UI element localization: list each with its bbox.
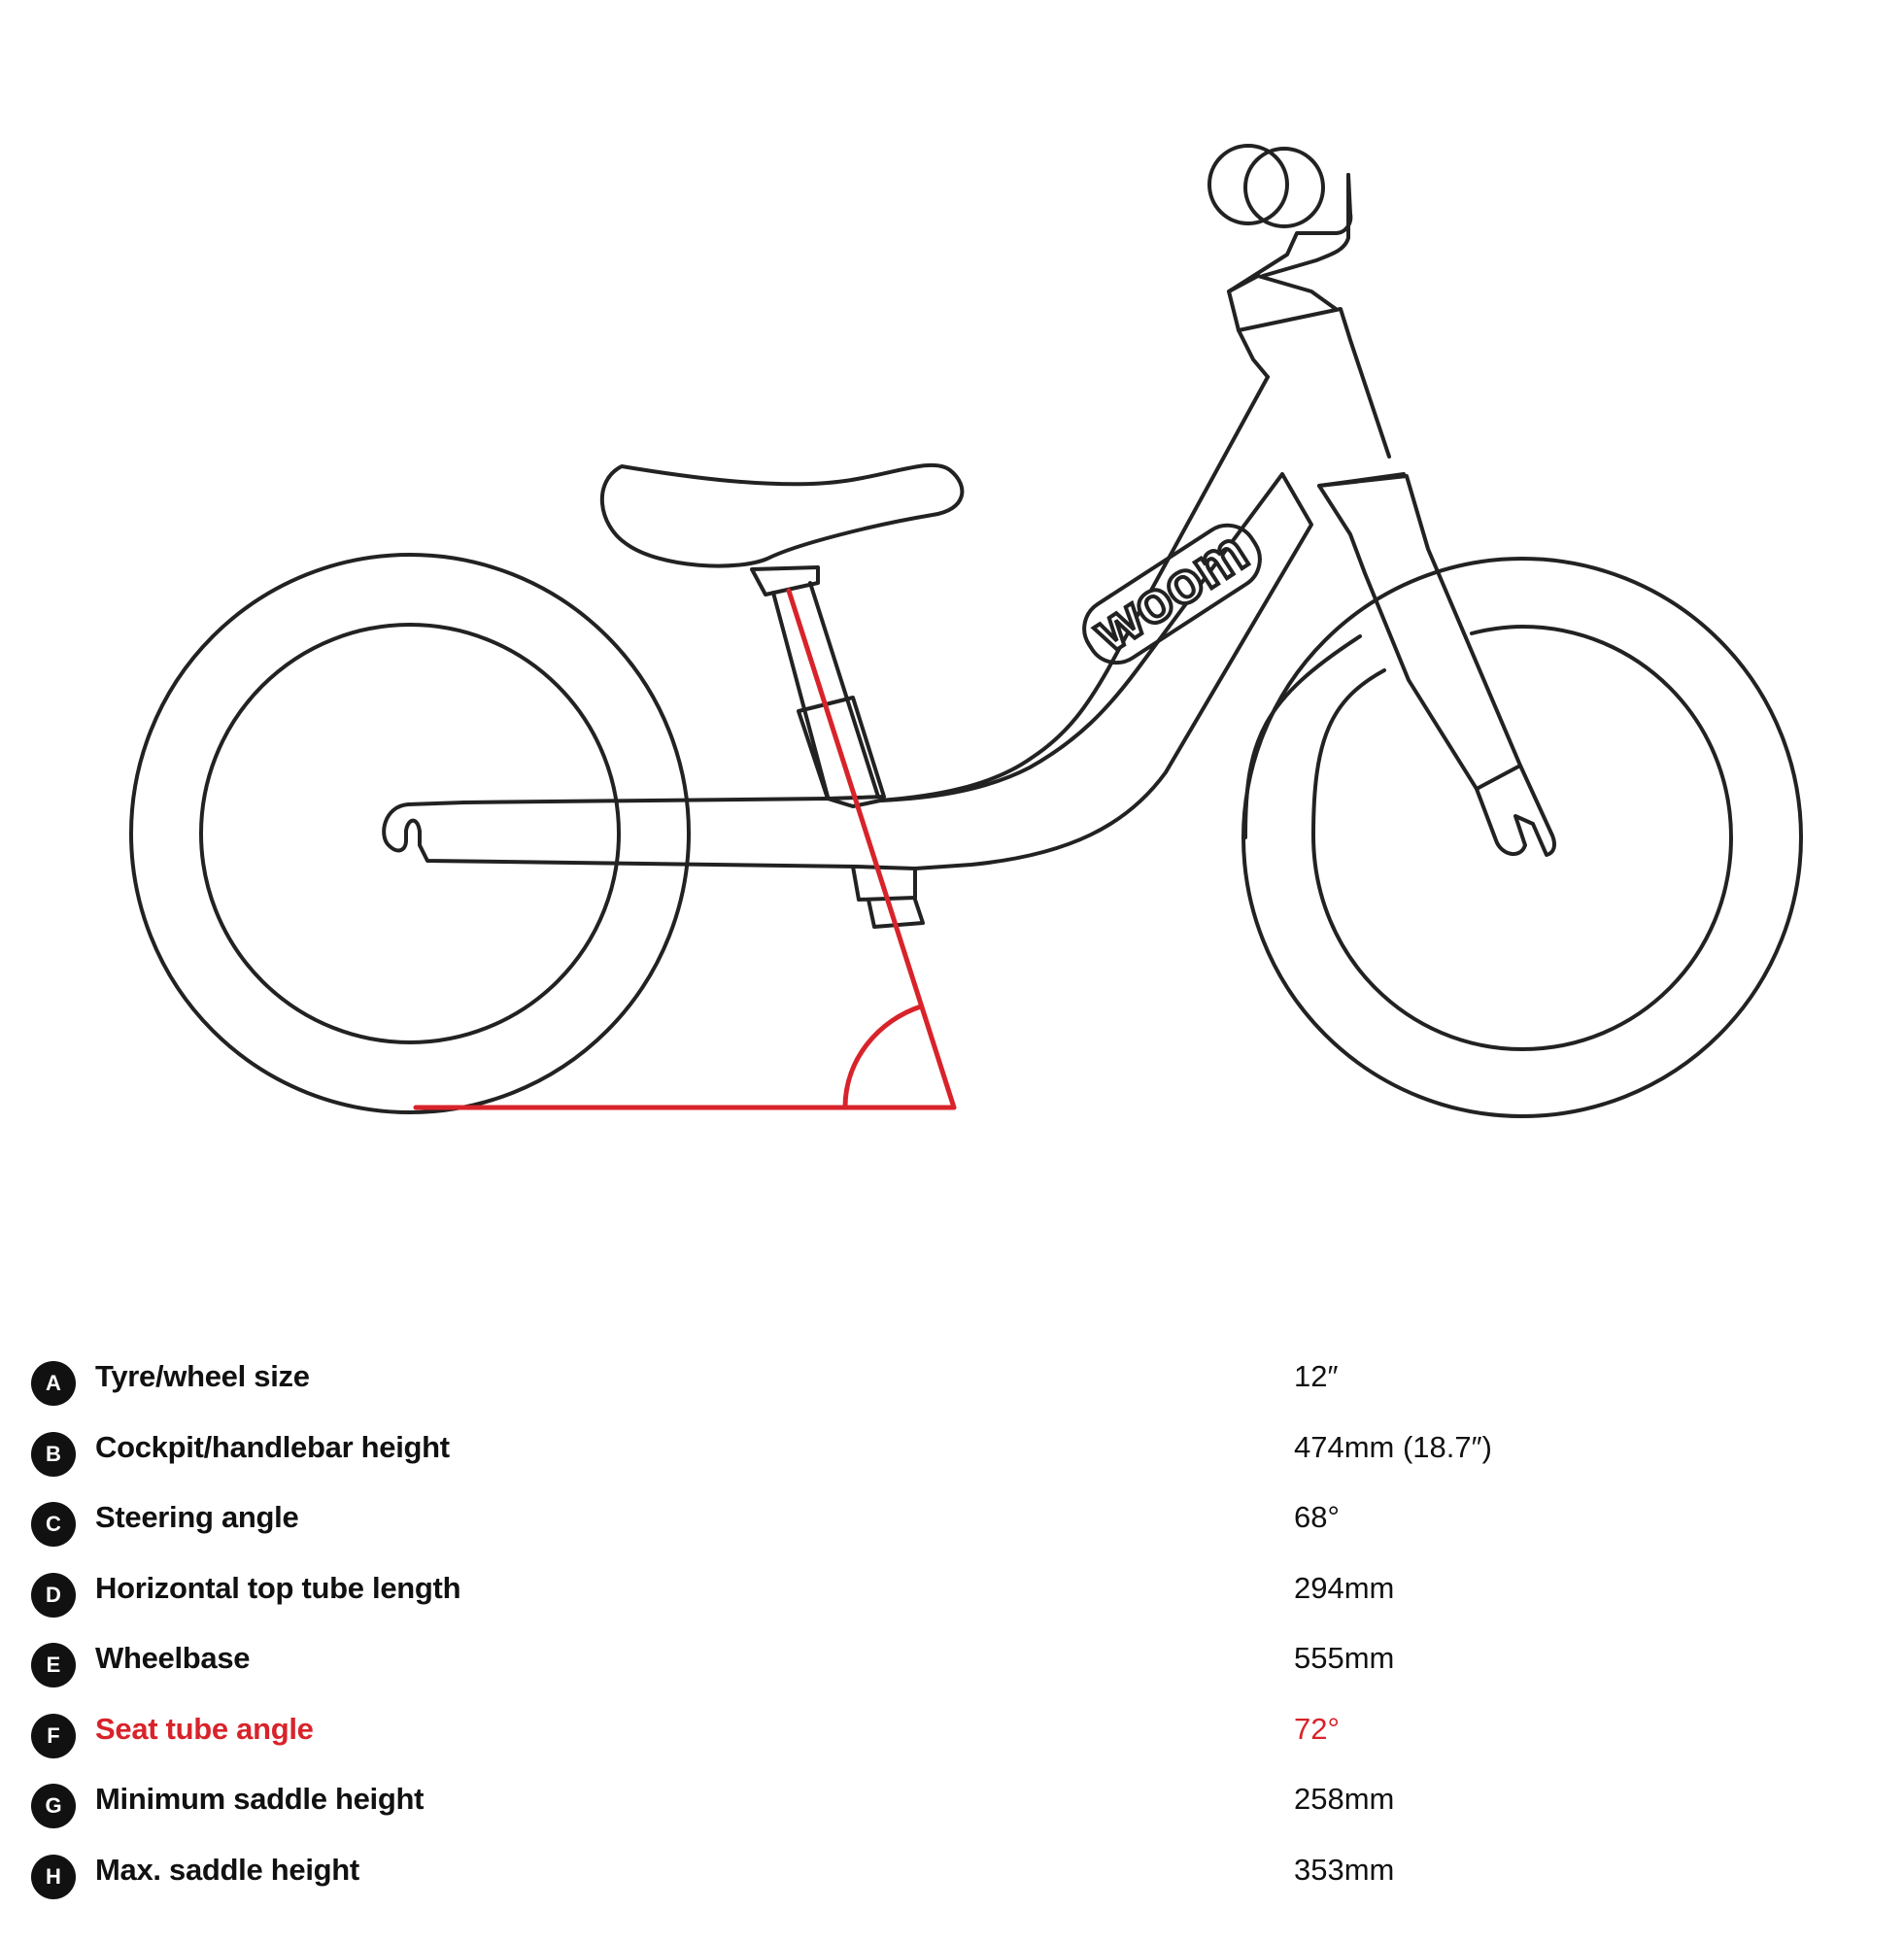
frame-lower-tube [420,474,1311,869]
geometry-spec-table [31,1355,1877,1919]
spec-label: Cockpit/handlebar height [95,1429,450,1464]
spec-label: Minimum saddle height [95,1782,425,1816]
rear-dropout [384,802,464,850]
spec-value: 294mm [1294,1570,1395,1605]
seat-tube-angle-indicator [416,591,954,1108]
spec-label: Tyre/wheel size [95,1359,310,1393]
spec-row [31,1849,1877,1920]
spec-value: 68° [1294,1500,1340,1534]
spec-value: 353mm [1294,1852,1395,1887]
fork [1319,476,1520,789]
spec-row [31,1426,1877,1497]
spec-badge: F [31,1714,76,1758]
spec-row [31,1637,1877,1708]
saddle [602,465,963,566]
spec-value: 258mm [1294,1782,1395,1816]
spec-row [31,1778,1877,1849]
head-tube [1239,309,1389,457]
spec-label: Max. saddle height [95,1852,359,1887]
spec-value: 555mm [1294,1641,1395,1675]
spec-badge: H [31,1855,76,1899]
spec-value: 72° [1294,1711,1340,1746]
spec-row [31,1496,1877,1567]
grip-rear [1245,149,1323,226]
front-dropout [1477,766,1554,855]
svg-text:woom: woom [1081,518,1259,665]
spec-badge: C [31,1502,76,1547]
spec-label: Wheelbase [95,1641,251,1675]
woom-logo [1071,511,1271,674]
spec-label: Horizontal top tube length [95,1570,461,1605]
spec-badge: D [31,1573,76,1618]
spec-label: Seat tube angle [95,1711,314,1746]
spec-value: 474mm (18.7″) [1294,1429,1492,1464]
rear-wheel [131,555,689,1112]
spec-row [31,1355,1877,1426]
spec-badge: G [31,1784,76,1828]
spec-badge: A [31,1361,76,1406]
spec-row [31,1567,1877,1638]
spec-row [31,1708,1877,1779]
grip-front [1209,146,1287,223]
spec-label: Steering angle [95,1500,299,1534]
spec-badge: B [31,1432,76,1477]
spec-value: 12″ [1294,1359,1339,1393]
spec-badge: E [31,1643,76,1687]
